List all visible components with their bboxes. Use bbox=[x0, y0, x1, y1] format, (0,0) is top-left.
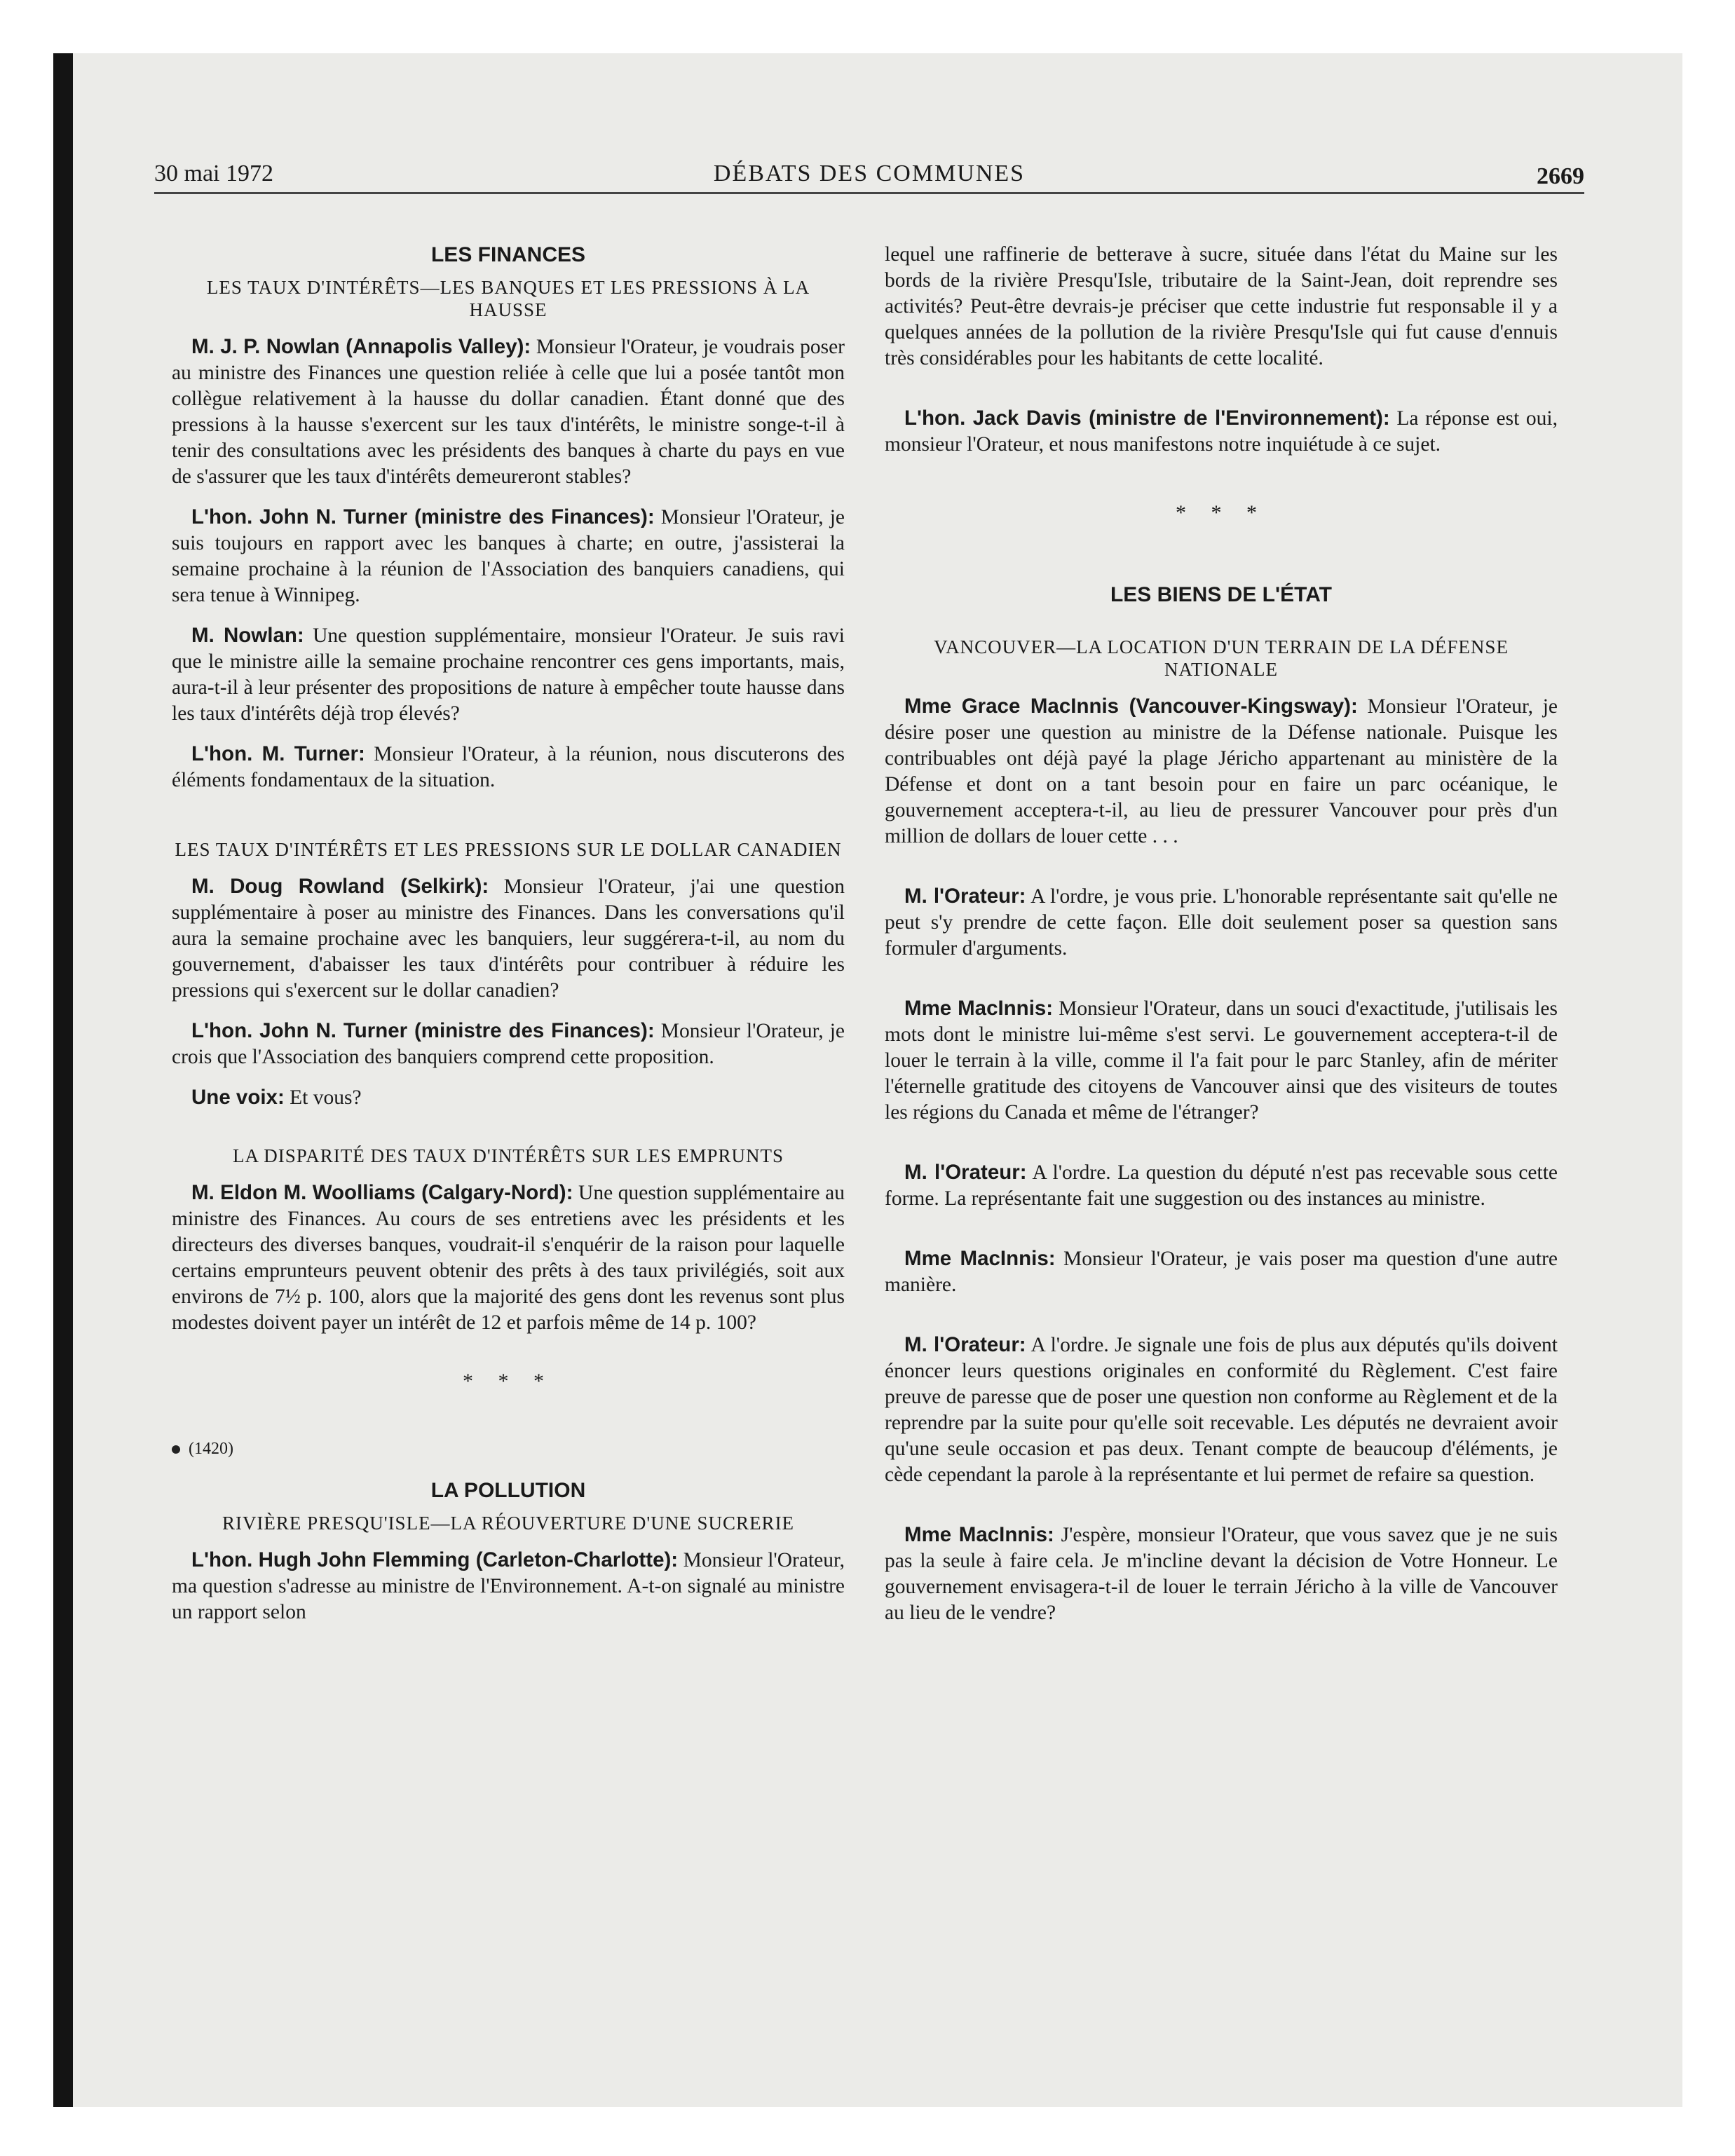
right-column bbox=[885, 242, 1558, 1640]
speech-davis bbox=[885, 405, 1558, 458]
speech-text: Monsieur l'Orateur, je vais poser ma question d'une autre manière. bbox=[885, 1248, 1558, 1296]
speaker-name: Mme MacInnis: bbox=[904, 997, 1054, 1020]
subtitle-dollar-pressure: LES TAUX D'INTÉRÊTS ET LES PRESSIONS SUR LE DOLLAR CANADIEN bbox=[175, 839, 842, 860]
header-title: DÉBATS DES COMMUNES bbox=[713, 161, 1026, 186]
speech-text: Et vous? bbox=[290, 1086, 362, 1109]
speech-text: Monsieur l'Orateur, je crois que l'Association des banquiers comprend cette proposition. bbox=[172, 1020, 845, 1068]
speech-macinnis-3 bbox=[885, 1522, 1558, 1626]
speaker-name: M. l'Orateur: bbox=[904, 1333, 1026, 1356]
speaker-name: Mme MacInnis: bbox=[904, 1247, 1056, 1270]
speech-text: Monsieur l'Orateur, je désire poser une question au ministre de la Défense nationale. Puisque les contribuables ont déjà payé la plage Jéricho appartenant au ministère de la Défense et dont on a tant besoin pour en faire un parc océanique, le gouvernement acceptera-t-il, au lieu de pressurer Vancouver pour près d'un million de dollars de louer cette . . . bbox=[885, 695, 1558, 847]
speech-speaker-3 bbox=[885, 1332, 1558, 1488]
time-marker-text: (1420) bbox=[189, 1440, 233, 1458]
section-separator-stars: * * * bbox=[463, 1370, 554, 1393]
speech-nowlan-supplementary bbox=[172, 622, 845, 727]
speech-text: A l'ordre. Je signale une fois de plus aux députés qu'ils doivent énoncer leurs questions originales en conformité du Règlement. C'est faire preuve de paresse que de poser une question non conforme au Règlement et de la reprendre par la suite pour qu'elle soit recevable. Les députés ne devraient avoir qu'une seule occasion et pas deux. Tenant compte de beaucoup d'éléments, je cède cependant la parole à la représentante et lui permet de refaire sa question. bbox=[885, 1334, 1558, 1486]
speech-macinnis-2 bbox=[885, 1246, 1558, 1298]
speech-grace-macinnis bbox=[885, 693, 1558, 850]
page-header bbox=[154, 160, 1584, 194]
speaker-name: M. Nowlan: bbox=[191, 624, 304, 647]
speech-text: Une question supplémentaire, monsieur l'Orateur. Je suis ravi que le ministre aille la semaine prochaine rencontrer ces gens importants, mais, aura-t-il à leur présenter des propositions de nature à empêcher toute hausse dans les taux d'intérêts déjà trop élevés? bbox=[172, 625, 845, 725]
speech-speaker-2 bbox=[885, 1159, 1558, 1212]
speech-speaker-1 bbox=[885, 883, 1558, 962]
speech-turner-answer bbox=[172, 1018, 845, 1070]
speech-woolliams bbox=[172, 1180, 845, 1336]
speaker-name: L'hon. Hugh John Flemming (Carleton-Charlotte): bbox=[191, 1548, 679, 1571]
speech-text: Monsieur l'Orateur, dans un souci d'exactitude, j'utilisais les mots dont le ministre lui-même s'est servi. Le gouvernement acceptera-t-il de louer le terrain à la ville, comme il l'a fait pour le parc Stanley, afin de mériter l'éternelle gratitude des citoyens de Vancouver ainsi que des visiteurs de toutes les régions du Canada et même de l'étranger? bbox=[885, 997, 1558, 1124]
speech-text: Monsieur l'Orateur, je voudrais poser au ministre des Finances une question reliée à celle que lui a posée tantôt mon collègue relativement à la hausse du dollar canadien. Étant donné que des pressions à la hausse s'exercent sur les taux d'intérêts, le ministre songe-t-il à tenir des consultations avec les présidents des banques à charte du pays en vue de s'assurer que les taux d'intérêts demeureront stables? bbox=[172, 336, 845, 488]
speech-rowland bbox=[172, 873, 845, 1004]
speaker-name: M. J. P. Nowlan (Annapolis Valley): bbox=[191, 335, 531, 358]
bullet-icon bbox=[172, 1445, 180, 1454]
speech-nowlan bbox=[172, 334, 845, 490]
subtitle-vancouver-land: VANCOUVER—LA LOCATION D'UN TERRAIN DE LA DÉFENSE NATIONALE bbox=[934, 636, 1509, 680]
speaker-name: Une voix: bbox=[191, 1086, 285, 1109]
scan-edge-strip bbox=[53, 53, 73, 2107]
subtitle-presquisle-refinery: RIVIÈRE PRESQU'ISLE—LA RÉOUVERTURE D'UNE SUCRERIE bbox=[222, 1513, 795, 1534]
speaker-name: M. l'Orateur: bbox=[904, 1161, 1027, 1184]
subtitle-loan-disparity: LA DISPARITÉ DES TAUX D'INTÉRÊTS SUR LES EMPRUNTS bbox=[232, 1145, 784, 1166]
speech-text: A l'ordre, je vous prie. L'honorable représentante sait qu'elle ne peut s'y prendre de cette façon. Elle doit seulement poser sa question sans formuler d'arguments. bbox=[885, 885, 1558, 960]
speech-text: J'espère, monsieur l'Orateur, que vous savez que je ne suis pas la seule à faire cela. Je m'incline devant la décision de Votre Honneur. Le gouvernement envisagera-t-il de louer le terrain Jéricho à la ville de Vancouver au lieu de le vendre? bbox=[885, 1524, 1558, 1624]
speaker-name: Mme MacInnis: bbox=[904, 1523, 1054, 1546]
header-page-number: 2669 bbox=[1537, 163, 1584, 189]
speech-flemming-continued bbox=[885, 242, 1558, 371]
speech-turner bbox=[172, 504, 845, 608]
section-title-pollution: LA POLLUTION bbox=[430, 1479, 586, 1502]
speech-text: La réponse est oui, monsieur l'Orateur, et nous manifestons notre inquiétude à ce sujet. bbox=[885, 407, 1558, 456]
speech-macinnis-1 bbox=[885, 995, 1558, 1126]
speaker-name: L'hon. John N. Turner (ministre des Finances): bbox=[191, 505, 655, 528]
speech-turner-reply bbox=[172, 741, 845, 793]
speaker-name: Mme Grace MacInnis (Vancouver-Kingsway): bbox=[904, 695, 1358, 718]
speaker-name: L'hon. Jack Davis (ministre de l'Environnement): bbox=[904, 407, 1390, 430]
speaker-name: L'hon. John N. Turner (ministre des Finances): bbox=[191, 1019, 655, 1042]
speaker-name: L'hon. M. Turner: bbox=[191, 742, 365, 765]
speech-text: Monsieur l'Orateur, je suis toujours en rapport avec les banques à charte; en outre, j'assisterai la semaine prochaine à la réunion de l'Association des banquiers canadiens, qui sera tenue à Winnipeg. bbox=[172, 506, 845, 606]
speech-text: Une question supplémentaire au ministre des Finances. Au cours de ses entretiens avec les présidents et les directeurs des diverses banques, voudrait-il s'enquérir de la raison pour laquelle certains emprunteurs peuvent obtenir des prêts à des taux privilégiés, soit aux environs de 7½ p. 100, alors que la majorité des gens dont les revenus sont plus modestes doivent payer un intérêt de 12 et parfois même de 14 p. 100? bbox=[172, 1182, 845, 1334]
speech-text: Monsieur l'Orateur, ma question s'adresse au ministre de l'Environnement. A-t-on signalé au ministre un rapport selon bbox=[172, 1549, 845, 1623]
left-column bbox=[172, 242, 845, 1639]
speech-text: A l'ordre. La question du député n'est pas recevable sous cette forme. La représentante fait une suggestion ou des instances au ministre. bbox=[885, 1161, 1558, 1210]
speech-text: Monsieur l'Orateur, à la réunion, nous discuterons des éléments fondamentaux de la situation. bbox=[172, 743, 845, 791]
time-marker bbox=[172, 1436, 845, 1462]
header-date: 30 mai 1972 bbox=[154, 161, 273, 186]
speech-text: Monsieur l'Orateur, j'ai une question supplémentaire à poser au ministre des Finances. Dans les conversations qu'il aura la semaine prochaine avec les banquiers, leur suggérera-t-il, au nom du gouvernement, d'abaisser les taux d'intérêts pour contribuer à réduire les pressions qui s'exercent sur le dollar canadien? bbox=[172, 875, 845, 1002]
speaker-name: M. l'Orateur: bbox=[904, 885, 1026, 908]
speech-flemming bbox=[172, 1547, 845, 1625]
section-title-finances: LES FINANCES bbox=[430, 243, 586, 266]
section-title-crown-assets: LES BIENS DE L'ÉTAT bbox=[1110, 583, 1333, 606]
speaker-name: M. Eldon M. Woolliams (Calgary-Nord): bbox=[191, 1181, 573, 1204]
section-separator-stars: * * * bbox=[1176, 501, 1267, 524]
speaker-name: M. Doug Rowland (Selkirk): bbox=[191, 875, 489, 898]
subtitle-interest-rates-banks: LES TAUX D'INTÉRÊTS—LES BANQUES ET LES PRESSIONS À LA HAUSSE bbox=[206, 277, 810, 320]
speech-une-voix bbox=[172, 1084, 845, 1111]
speech-text: lequel une raffinerie de betterave à sucre, située dans l'état du Maine sur les bords de la rivière Presqu'Isle, tributaire de la Saint-Jean, doit reprendre ses activités? Peut-être devrais-je préciser que cette industrie fut responsable il y a quelques années de la pollution de la rivière Presqu'Isle qui fut cause d'ennuis très considérables pour les habitants de cette localité. bbox=[885, 243, 1558, 369]
